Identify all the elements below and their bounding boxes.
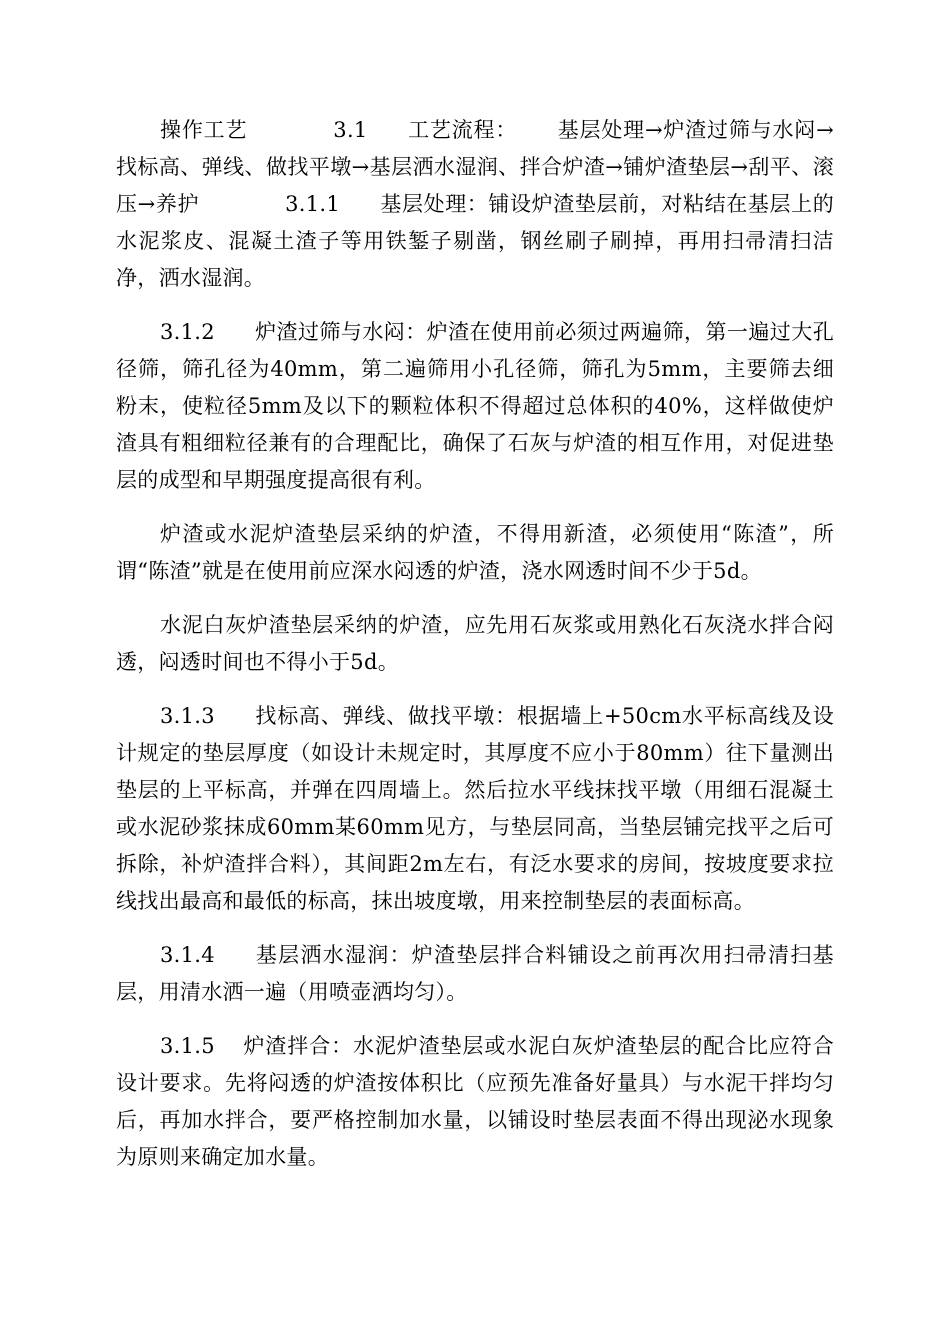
section-text-3-1-2: 炉渣过筛与水闷：炉渣在使用前必须过两遍筛，第一遍过大孔径筛，筛孔径为40mm，第二遍筛用小孔径筛，筛孔为5mm，主要筛去细粉末，使粒径5mm及以下的颗粒体积不得超过总体积的40%，这样做使炉渣具有粗细粒径兼有的合理配比，确保了石灰与炉渣的相互作用，对促进垫层的成型和早期强度提高很有利。: [116, 320, 834, 492]
section-number-3-1: 3.1: [333, 118, 368, 142]
paragraph-lime-slag: [116, 607, 834, 681]
section-text-3-1-4: 基层洒水湿润：炉渣垫层拌合料铺设之前再次用扫帚清扫基层，用清水洒一遍（用喷壶洒均匀）。: [116, 943, 834, 1004]
section-text-3-1-1: 基层处理：铺设炉渣垫层前，对粘结在基层上的水泥浆皮、混凝土渣子等用铁錾子剔凿，钢丝刷子刷掉，再用扫帚清扫洁净，洒水湿润。: [116, 192, 834, 290]
section-text-3-1-3: 找标高、弹线、做找平墩：根据墙上+50cm水平标高线及设计规定的垫层厚度（如设计未规定时，其厚度不应小于80mm）往下量测出垫层的上平标高，并弹在四周墙上。然后拉水平线抹找平墩（用细石混凝土或水泥砂浆抹成60mm某60mm见方，与垫层同高，当垫层铺完找平之后可拆除，补炉渣拌合料），其间距2m左右，有泛水要求的房间，按坡度要求拉线找出最高和最低的标高，抹出坡度墩，用来控制垫层的表面标高。: [116, 704, 834, 913]
document-body: [116, 112, 834, 1193]
section-number-3-1-3: 3.1.3: [160, 704, 215, 728]
paragraph-old-slag: [116, 516, 834, 590]
section-title-process-flow: 工艺流程：: [407, 118, 518, 142]
paragraph-3-1-3: [116, 698, 834, 920]
section-text-3-1-5: 炉渣拌合：水泥炉渣垫层或水泥白灰炉渣垫层的配合比应符合设计要求。先将闷透的炉渣按体积比（应预先准备好量具）与水泥干拌均匀后，再加水拌合，要严格控制加水量，以铺设时垫层表面不得出现泌水现象为原则来确定加水量。: [116, 1034, 834, 1169]
section-number-3-1-2: 3.1.2: [160, 320, 215, 344]
section-number-3-1-4: 3.1.4: [160, 943, 215, 967]
paragraph-3-1-2: [116, 314, 834, 499]
section-number-3-1-5: 3.1.5: [160, 1034, 215, 1058]
paragraph-3-1: [116, 112, 834, 297]
lime-slag-text: 水泥白灰炉渣垫层采纳的炉渣，应先用石灰浆或用熟化石灰浇水拌合闷透，闷透时间也不得小于5d。: [116, 613, 834, 674]
paragraph-3-1-5: [116, 1028, 834, 1176]
paragraph-3-1-4: [116, 937, 834, 1011]
process-flow-text: 基层处理→炉渣过筛与水闷→找标高、弹线、做找平墩→基层洒水湿润、拌合炉渣→铺炉渣垫层→刮平、滚压→养护: [116, 118, 835, 216]
old-slag-text: 炉渣或水泥炉渣垫层采纳的炉渣，不得用新渣，必须使用“陈渣”，所谓“陈渣”就是在使用前应深水闷透的炉渣，浇水网透时间不少于5d。: [116, 522, 834, 583]
section-number-3-1-1: 3.1.1: [285, 192, 341, 216]
heading-operation-process: 操作工艺: [160, 118, 248, 142]
